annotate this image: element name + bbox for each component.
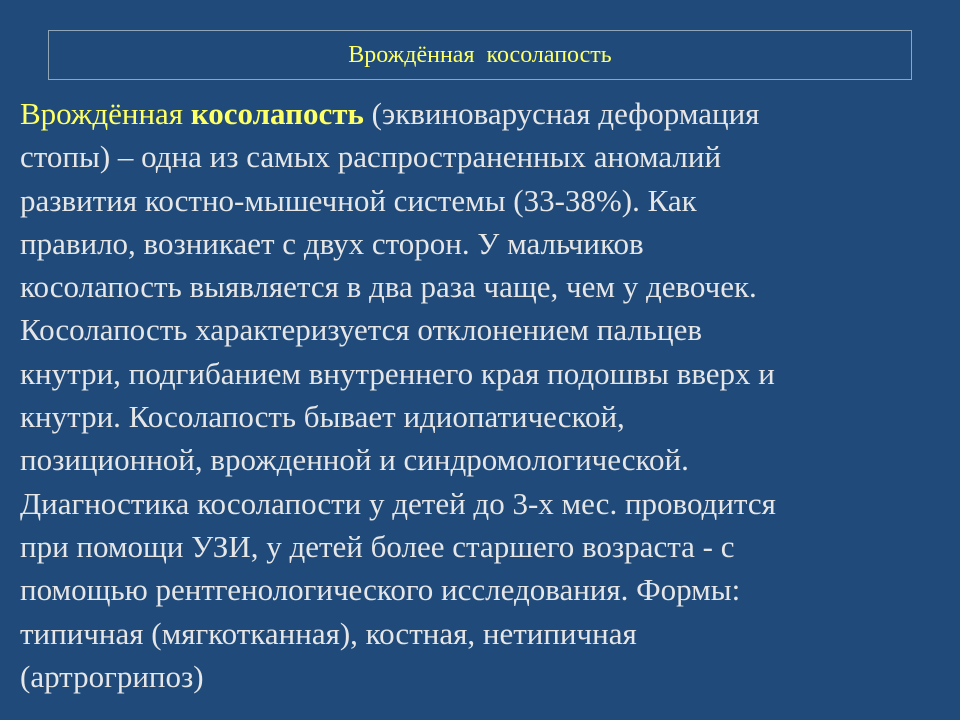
body-line: кнутри. Косолапость бывает идиопатической, — [20, 399, 625, 435]
body-text — [20, 92, 950, 698]
body-line: стопы) – одна из самых распространенных аномалий — [20, 139, 722, 175]
body-line: развития костно-мышечной системы (33-38%). Как — [20, 182, 697, 218]
title-box — [48, 30, 912, 80]
body-line: позиционной, врожденной и синдромологической. — [20, 442, 689, 478]
body-line: правило, возникает с двух сторон. У мальчиков — [20, 225, 644, 261]
body-line: помощью рентгенологического исследования. Формы: — [20, 572, 741, 608]
body-first-line-rest: (эквиноварусная деформация — [363, 96, 760, 131]
body-line: (артрогрипоз) — [20, 658, 204, 694]
body-line: Диагностика косолапости у детей до 3-х мес. проводится — [20, 485, 776, 521]
body-line: косолапость выявляется в два раза чаще, чем у девочек. — [20, 269, 757, 305]
body-line-1 — [20, 92, 950, 135]
slide-title: Врождённая косолапость — [348, 41, 612, 68]
body-term: косолапость — [190, 96, 364, 131]
body-line: Косолапость характеризуется отклонением пальцев — [20, 312, 702, 348]
body-line: кнутри, подгибанием внутреннего края подошвы вверх и — [20, 355, 775, 391]
body-lead-text: Врождённая — [20, 96, 191, 131]
body-line: при помощи УЗИ, у детей более старшего возраста - с — [20, 528, 735, 564]
body-line: типичная (мягкотканная), костная, нетипичная — [20, 615, 637, 651]
